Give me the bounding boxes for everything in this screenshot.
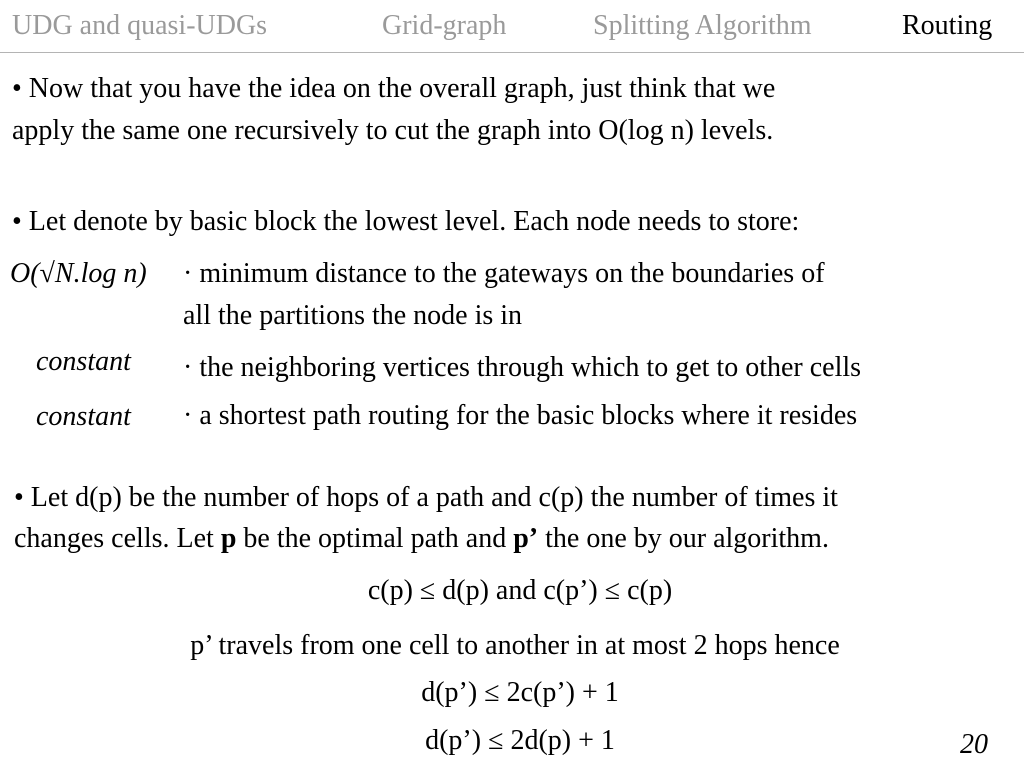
nav-tab-splitting-algorithm[interactable]: Splitting Algorithm (593, 10, 812, 41)
nav-tab-grid-graph[interactable]: Grid-graph (382, 10, 507, 41)
para3-line2-c: be the optimal path and (236, 523, 514, 554)
optimal-path-symbol: p (220, 523, 237, 554)
para3-line1: • Let d(p) be the number of hops of a path and c(p) the number of times it (14, 482, 838, 513)
item1-line1: · minimum distance to the gateways on the boundaries of (183, 258, 825, 289)
cost-label-2: constant (36, 346, 131, 377)
para1-line2: apply the same one recursively to cut the graph into O(log n) levels. (12, 115, 774, 146)
equation-2: d(p’) ≤ 2c(p’) + 1 (421, 677, 619, 708)
item1-line2: all the partitions the node is in (183, 300, 523, 331)
para3-line2-a: changes cells. Let (14, 523, 221, 554)
algorithm-path-symbol: p’ (513, 523, 539, 554)
page-number: 20 (960, 729, 988, 760)
nav-divider (0, 52, 1024, 53)
cost-label-1: O(√N.log n) (10, 258, 147, 289)
nav-tab-udg[interactable]: UDG and quasi-UDGs (12, 10, 268, 41)
equation-3: d(p’) ≤ 2d(p) + 1 (425, 725, 615, 756)
section-navigation (0, 0, 1024, 50)
cost-label-3: constant (36, 401, 131, 432)
para3-line2 (14, 525, 829, 553)
para1-line1: • Now that you have the idea on the overall graph, just think that we (12, 73, 776, 104)
nav-tab-routing[interactable]: Routing (902, 10, 993, 41)
item3-line1: · a shortest path routing for the basic blocks where it resides (183, 400, 858, 431)
equation-1: c(p) ≤ d(p) and c(p’) ≤ c(p) (367, 575, 673, 606)
para3-line2-e: the one by our algorithm. (538, 523, 829, 554)
math-statement: p’ travels from one cell to another in at most 2 hops hence (190, 630, 840, 661)
para2-line1: • Let denote by basic block the lowest level. Each node needs to store: (12, 206, 800, 237)
item2-line1: · the neighboring vertices through which to get to other cells (183, 352, 862, 383)
